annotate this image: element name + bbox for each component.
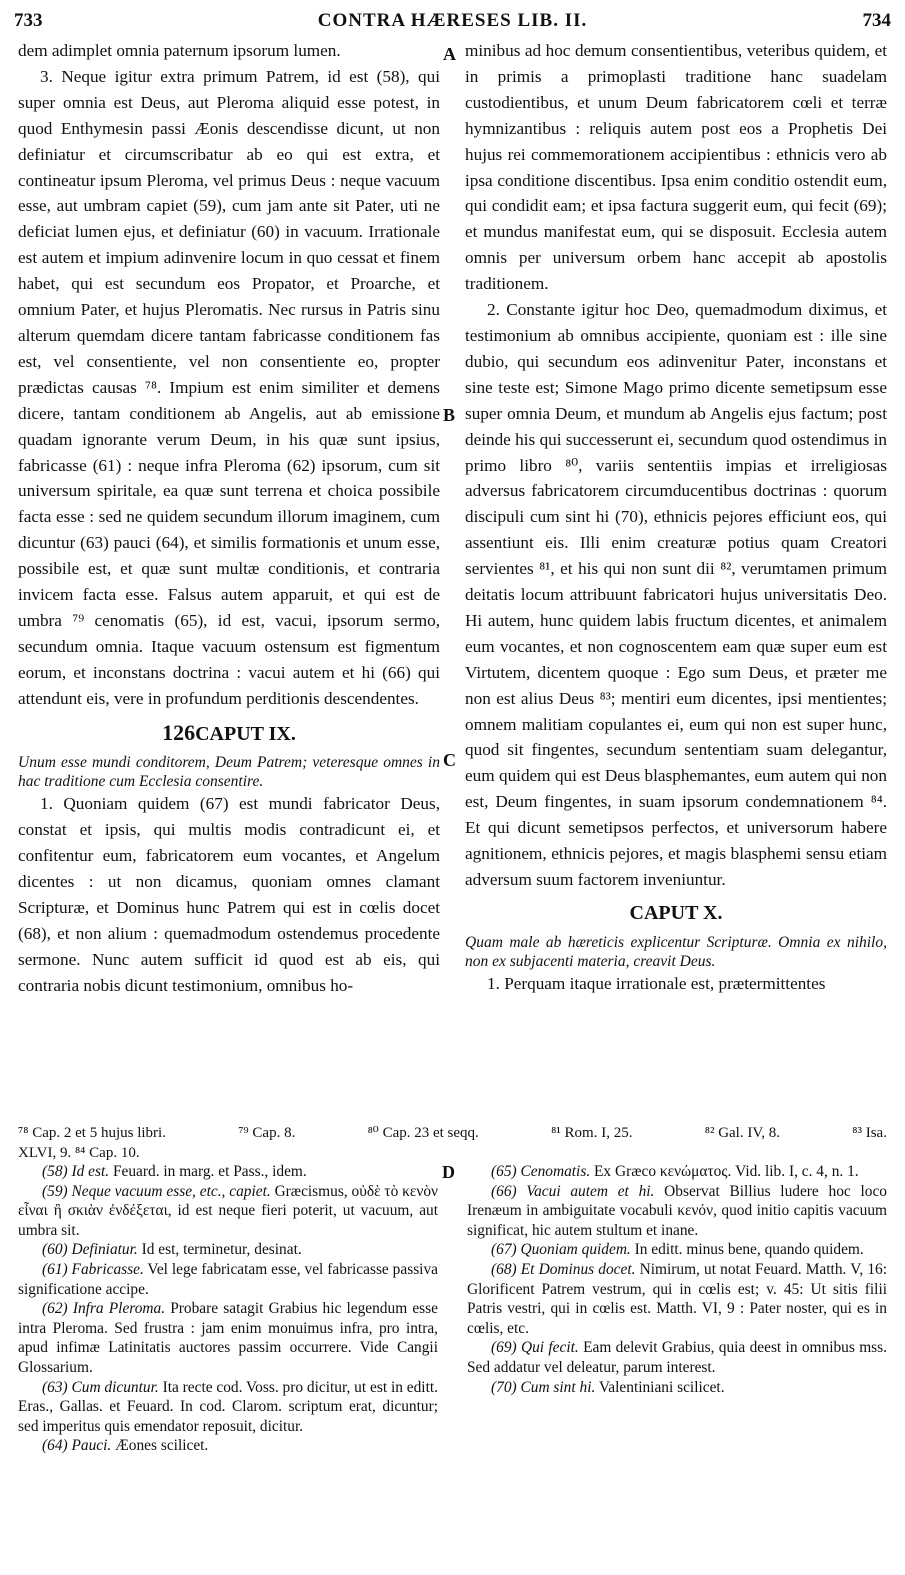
footnote-text: Æones scilicet. <box>111 1437 209 1455</box>
chapter-heading <box>18 720 440 748</box>
footnote-text: Feuard. in marg. et Pass., idem. <box>109 1163 307 1180</box>
footnote-lemma: (61) Fabricasse. <box>42 1260 144 1278</box>
footnote-lemma: (59) Neque vacuum esse, etc., capiet. <box>42 1182 271 1200</box>
chapter-title: CAPUT IX. <box>195 722 296 745</box>
reference: ⁸⁰ Cap. 23 et seqq. <box>367 1125 479 1141</box>
footnote-lemma: (65) Cenomatis. <box>491 1163 591 1180</box>
paragraph: 1. Perquam itaque irrationale est, prætermittentes <box>487 973 826 993</box>
reference: ⁷⁹ Cap. 8. <box>238 1125 296 1141</box>
page-header <box>14 6 891 36</box>
footnote-text: Observat Billius ludere hoc loco Irenæum in ambiguitate vocabuli κενόν, quod initio capitis vacuum significat, hic autem stultum et inane. <box>467 1182 888 1239</box>
footnote <box>18 1378 438 1437</box>
footnote <box>18 1260 438 1299</box>
page-number-left: 733 <box>14 10 43 31</box>
paragraph: 2. Constante igitur hoc Deo, quemadmodum diximus, et testimonium ab omnibus accipiente, quoniam est : ille sine dubio, qui secundum eos adinvenitur Pater, inconstans et sine teste est; Simone Mago primo dicente semetipsum esse super omnia Deum, et mundum ab Angelis ejus factum; post deinde his qui successerunt ei, secundum quod ostendimus in primo libro ⁸⁰, variis sententiis impias et irreligiosas adversus fabricatorem circumducentibus doctrinas : quorum discipuli cum sint hi (70), ethnicis pejores efficiunt eos, qui assentiunt eis. Illi enim creaturæ potius quam Creatori servientes ⁸¹, et his qui non sunt dii ⁸², verumtamen primum deitatis locum attribuunt fabricatori hujus universitatis Deo. Hi autem, hunc quidem labis fructum dicentes, et animalem eum vocantes, et non cognoscentem eam quæ super eum est Virtutem, dicentem quoque : Ego sum Deus, et præter me non est alius Deus ⁸³; mentiri eum dicentes, ipsi mentientes; omnem malitiam copulantes ei, eum qui non est super hunc, quod sit fingentes, secundum sententiam suam delegantur, eum quidem qui est Deus blasphemantes, eum autem qui non est, Deum fingentes, in suam ipsorum condemnationem ⁸⁴. Et qui dicunt semetipsos perfectos, et universorum habere agnitionem, ethnicis pejores, et magis blasphemi sensu etiam adversum suum factorem inveniuntur. <box>465 300 887 889</box>
paragraph: 1. Quoniam quidem (67) est mundi fabricator Deus, constat et ipsis, qui multis modis contradicunt ei, et confitentur eum, fabricatorem eum vocantes, et Angelum dicentes : ut non dicamus, quoniam omnes clamant Scripturæ, et Dominus hunc Patrem qui est in cœlis docet (68), et non alium : quemadmodum ostendemus procedente sermone. Nunc autem sufficit id quod est ab eis, qui contraria nobis dicunt testimonium, omnibus ho- <box>18 794 440 995</box>
footnote-lemma: (63) Cum dicuntur. <box>42 1378 159 1396</box>
footnote-lemma: (67) Quoniam quidem. <box>491 1241 631 1259</box>
paragraph: minibus ad hoc demum consentientibus, veteribus quidem, et in primis a primoplasti traditione hanc suadelam custodientibus, et unum Deum fabricatorem cœli et terræ hymnizantibus : reliquis autem post eos a Prophetis Dei hujus rei commemorationem accipientibus : ethnicis vero ab ipsa conditione discentibus. Ipsa enim conditio ostendit eum, qui condidit eam; et ipsa factura suggerit eum, qui fecit (69); et mundus manifestat eum, qui se disposuit. Ecclesia autem omnis per universum orbem hanc accepit ab apostolis traditionem. <box>465 41 887 294</box>
footnote <box>18 1162 438 1182</box>
footnote <box>467 1338 887 1377</box>
margin-letter-b: B <box>443 405 456 425</box>
footnote-lemma: (68) Et Dominus docet. <box>491 1260 636 1278</box>
footnote-text: Vel lege fabricatam esse, vel fabricasse passiva significatione accipe. <box>18 1260 438 1298</box>
footnote-lemma: (60) Definiatur. <box>42 1241 138 1259</box>
reference: XLVI, 9. ⁸⁴ Cap. 10. <box>18 1145 140 1161</box>
footnote <box>18 1240 438 1260</box>
footnote-text: Ex Græco κενώματος. Vid. lib. I, c. 4, n. 1. <box>590 1163 859 1180</box>
right-column <box>465 38 887 999</box>
footnote-text: Probare satagit Grabius hic legendum esse intra Pleroma. Sed frustra : jam enim monuimus infra, pro intra, apud infimæ Latinitatis auctores passim occurrere. Vide Cangii Glossarium. <box>18 1300 438 1376</box>
footnote <box>467 1240 887 1260</box>
footnote-text: Id est, terminetur, desinat. <box>137 1241 302 1259</box>
footnote-text: Nimirum, ut notat Feuard. Matth. V, 16: Glorificent Patrem vestrum, qui in cœlis est; v. 45: Ut sitis filii Patris vestri, qui in cœlis est. Matth. VI, 9 : Pater noster, qui es in cœlis, etc. <box>467 1260 887 1337</box>
footnote-lemma: (66) Vacui autem et hi. <box>491 1182 655 1200</box>
footnote <box>18 1436 438 1456</box>
left-column <box>18 38 440 999</box>
paragraph: 3. Neque igitur extra primum Patrem, id est (58), qui super omnia est Deus, aut Pleroma aliquid esse potest, in quod Enthymesin passi Æonis descendisse dicunt, ut non definiatur et circumscribatur ab eo qui est extra, et contineatur ipsum Pleroma, vel primus Deus : neque vacuum esse, aut umbram capiet (59), cum jam ante sit Pater, uti ne deficiat lumen ejus, et definiatur (60) in vacuum. Irrationale est autem et impium adinvenire locum in quo cessat et finem habet, qui est secundum eos Propator, et Proarche, et omnium Pater, et hujus Pleromatis. Nec rursus in Patris sinu alterum quemdam dicere tantam fabricasse conditionem fas est, vel consentiente, vel non consentiente eo, propter prædictas causas ⁷⁸. Impium est enim similiter et demens dicere, tantam conditionem ab Angelis, aut ab emissione quadam ignorante verum Deum, in his quæ sunt ipsius, fabricasse (61) : neque infra Pleroma (62) ipsorum, cum sit universum spiritale, ea quæ sunt terrena et choica possibile facta esse : sed ne quidem secundum illorum imaginem, cum dicuntur (63) pauci (64), et similis formationis et unum esse, possibile est, et quæ sunt multæ conditionis, et contraria invicem facta esse. Falsus autem apparuit, et qui est de umbra ⁷⁹ cenomatis (65), id est, vacui, ipsorum sermo, secundum omnia. Itaque vacuum ostensum est figmentum eorum, et inconstans doctrina : vacui autem et hi (66) qui attendunt eis, vere in profundum perditionis descendentes. <box>18 66 440 708</box>
footnotes-right <box>467 1162 887 1456</box>
footnote-text: Græcismus, οὐδὲ τὸ κενὸν εἶναι ἢ σκιὰν ἐνδέξεται, id est neque fieri poterit, ut vacuum, aut umbra sit. <box>18 1182 438 1239</box>
footnote-text: Eam delevit Grabius, quia deest in omnibus mss. Sed addatur vel deleatur, parum interest. <box>467 1339 887 1376</box>
chapter-heading <box>465 901 887 927</box>
footnote <box>467 1260 887 1338</box>
footnote-lemma: (70) Cum sint hi. <box>491 1378 596 1396</box>
page-number-right: 734 <box>862 10 891 31</box>
footnotes-left <box>18 1162 438 1456</box>
margin-letter-d: D <box>442 1162 455 1182</box>
chapter-summary: Quam male ab hæreticis explicentur Scripturæ. Omnia ex nihilo, non ex subjacenti materia, creavit Deus. <box>465 933 887 970</box>
footnote <box>467 1182 887 1241</box>
reference: ⁸³ Isa. <box>852 1125 887 1141</box>
footnote-text: In editt. minus bene, quando quidem. <box>630 1241 864 1259</box>
footnote <box>18 1299 438 1377</box>
footnote-lemma: (58) Id est. <box>42 1163 110 1180</box>
footnote-lemma: (62) Infra Pleroma. <box>42 1300 166 1318</box>
paragraph: dem adimplet omnia paternum ipsorum lumen. <box>18 41 341 60</box>
footnote-text: Valentiniani scilicet. <box>595 1378 725 1396</box>
chapter-title: CAPUT X. <box>629 901 723 924</box>
chapter-summary: Unum esse mundi conditorem, Deum Patrem; veteresque omnes in hac traditione cum Ecclesia consentire. <box>18 754 440 791</box>
footnote-text: Ita recte cod. Voss. pro dicitur, ut est in editt. Eras., Gallas. et Feuard. In cod. Clarom. scriptum erat, dicuntur; sed imperitus quis emendator reposuit, dicitur. <box>18 1378 438 1435</box>
reference: ⁷⁸ Cap. 2 et 5 hujus libri. <box>18 1125 166 1141</box>
running-title: CONTRA HÆRESES LIB. II. <box>317 10 588 31</box>
footnote-lemma: (64) Pauci. <box>42 1437 112 1455</box>
reference: ⁸¹ Rom. I, 25. <box>551 1125 633 1141</box>
margin-letter-a: A <box>443 44 456 64</box>
margin-letter-c: C <box>443 750 456 770</box>
footnote <box>18 1182 438 1241</box>
reference: ⁸² Gal. IV, 8. <box>704 1125 780 1141</box>
footnote-lemma: (69) Qui fecit. <box>491 1339 579 1357</box>
footnote <box>467 1162 887 1182</box>
footnote <box>467 1378 887 1398</box>
scripture-references <box>18 1123 887 1163</box>
footnotes <box>18 1162 887 1456</box>
chapter-margin-number: 126 <box>162 719 196 745</box>
main-text <box>18 38 887 999</box>
